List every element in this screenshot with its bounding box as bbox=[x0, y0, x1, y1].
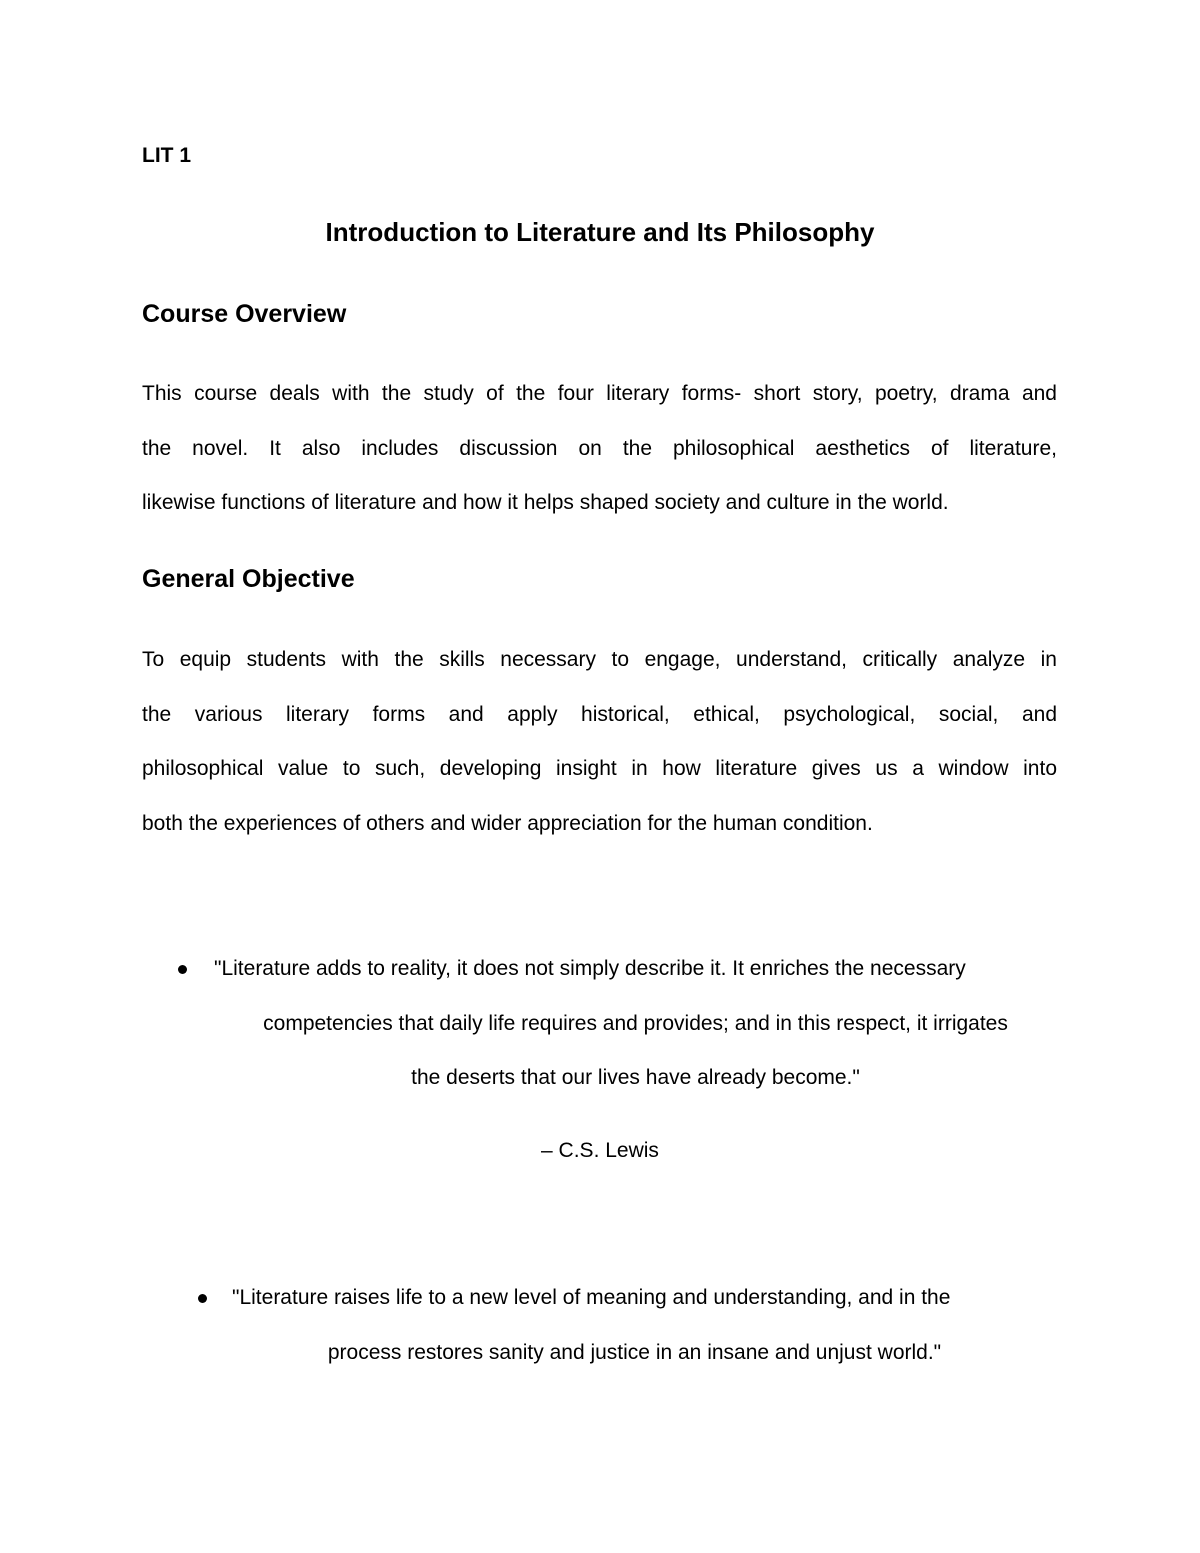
quote-line: "Literature raises life to a new level of meaning and understanding, and in the bbox=[232, 1286, 951, 1309]
course-overview-paragraph bbox=[142, 367, 1057, 531]
bullet-icon bbox=[198, 1294, 207, 1303]
paragraph-line: likewise functions of literature and how it helps shaped society and culture in the world. bbox=[142, 491, 949, 514]
general-objective-heading: General Objective bbox=[142, 565, 355, 593]
bullet-icon bbox=[178, 965, 187, 974]
document-title: Introduction to Literature and Its Philosophy bbox=[325, 217, 875, 247]
quote-line: the deserts that our lives have already become." bbox=[411, 1066, 860, 1089]
paragraph-line: philosophical value to such, developing insight in how literature gives us a window into bbox=[142, 757, 1057, 780]
course-code: LIT 1 bbox=[142, 144, 192, 167]
paragraph-line: the novel. It also includes discussion on the philosophical aesthetics of literature, bbox=[142, 436, 1057, 460]
course-overview-heading: Course Overview bbox=[142, 300, 347, 328]
quote-attribution: – C.S. Lewis bbox=[541, 1139, 659, 1162]
paragraph-line: This course deals with the study of the four literary forms- short story, poetry, drama and bbox=[142, 382, 1057, 405]
paragraph-line: To equip students with the skills necessary to engage, understand, critically analyze in bbox=[142, 648, 1057, 671]
quote-line: competencies that daily life requires and provides; and in this respect, it irrigates bbox=[263, 1012, 1008, 1035]
paragraph-line: both the experiences of others and wider appreciation for the human condition. bbox=[142, 811, 873, 835]
general-objective-paragraph bbox=[142, 633, 1057, 851]
quote-line: process restores sanity and justice in an insane and unjust world." bbox=[327, 1341, 942, 1364]
quote-line: "Literature adds to reality, it does not simply describe it. It enriches the necessary bbox=[214, 957, 966, 980]
paragraph-line: the various literary forms and apply historical, ethical, psychological, social, and bbox=[142, 702, 1057, 726]
